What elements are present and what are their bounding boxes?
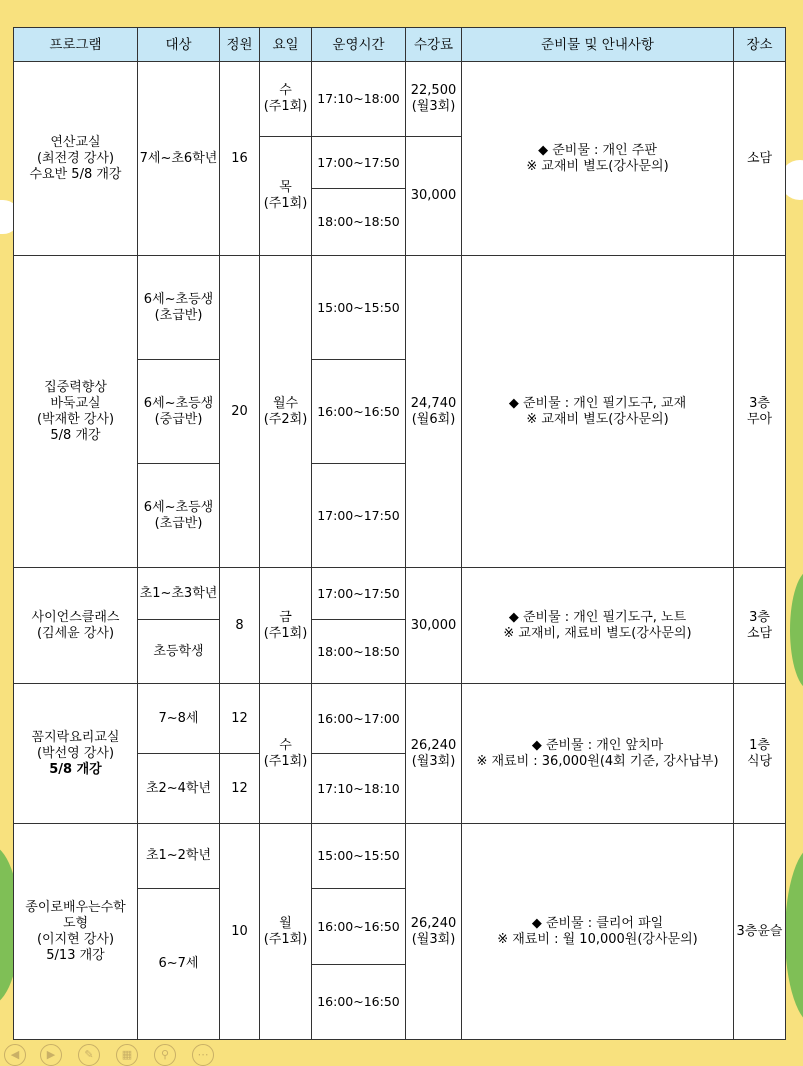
program-day: 수 (주1회) <box>260 684 312 824</box>
program-location: 3층 소담 <box>734 568 786 684</box>
program-time: 17:00~17:50 <box>312 137 406 189</box>
program-time: 17:00~17:50 <box>312 464 406 568</box>
program-time: 17:00~17:50 <box>312 568 406 620</box>
zoom-icon[interactable]: ⚲ <box>154 1044 176 1066</box>
program-location: 소담 <box>734 62 786 256</box>
slides-icon[interactable]: ▦ <box>116 1044 138 1066</box>
program-fee: 26,240 (월3회) <box>406 684 462 824</box>
table-row <box>14 824 786 889</box>
program-time: 16:00~16:50 <box>312 889 406 965</box>
table-header-row <box>14 28 786 62</box>
header-notes: 준비물 및 안내사항 <box>462 28 734 62</box>
header-capacity: 정원 <box>220 28 260 62</box>
program-capacity: 16 <box>220 62 260 256</box>
program-time: 17:10~18:10 <box>312 754 406 824</box>
program-time: 15:00~15:50 <box>312 256 406 360</box>
program-time: 17:10~18:00 <box>312 62 406 137</box>
table-row <box>14 568 786 620</box>
program-name: 사이언스클래스 (김세윤 강사) <box>14 568 138 684</box>
table-row <box>14 62 786 137</box>
header-program: 프로그램 <box>14 28 138 62</box>
program-day: 수 (주1회) <box>260 62 312 137</box>
program-fee: 24,740 (월6회) <box>406 256 462 568</box>
program-time: 16:00~16:50 <box>312 965 406 1040</box>
program-capacity: 12 <box>220 684 260 754</box>
next-slide-icon[interactable]: ▶ <box>40 1044 62 1066</box>
program-capacity: 12 <box>220 754 260 824</box>
program-schedule-table <box>13 27 786 1040</box>
header-fee: 수강료 <box>406 28 462 62</box>
program-target: 6세~초등생 (초급반) <box>138 256 220 360</box>
program-capacity: 8 <box>220 568 260 684</box>
program-location: 1층 식당 <box>734 684 786 824</box>
previous-slide-icon[interactable]: ◀ <box>4 1044 26 1066</box>
program-notes: ◆ 준비물 : 클리어 파일 ※ 재료비 : 월 10,000원(강사문의) <box>462 824 734 1040</box>
header-time: 운영시간 <box>312 28 406 62</box>
program-capacity: 10 <box>220 824 260 1040</box>
program-target: 초2~4학년 <box>138 754 220 824</box>
program-day: 금 (주1회) <box>260 568 312 684</box>
program-name: 종이로배우는수학 도형 (이지현 강사) 5/13 개강 <box>14 824 138 1040</box>
program-time: 18:00~18:50 <box>312 620 406 684</box>
program-notes: ◆ 준비물 : 개인 필기도구, 노트 ※ 교재비, 재료비 별도(강사문의) <box>462 568 734 684</box>
program-target: 초1~초3학년 <box>138 568 220 620</box>
program-day: 목 (주1회) <box>260 137 312 256</box>
program-name: 꼼지락요리교실 (박선영 강사) 5/8 개강 <box>14 684 138 824</box>
program-time: 18:00~18:50 <box>312 189 406 256</box>
pen-icon[interactable]: ✎ <box>78 1044 100 1066</box>
program-location: 3층 무아 <box>734 256 786 568</box>
program-fee: 30,000 <box>406 568 462 684</box>
program-location: 3층윤슬 <box>734 824 786 1040</box>
program-target: 7~8세 <box>138 684 220 754</box>
program-target: 초1~2학년 <box>138 824 220 889</box>
program-fee: 30,000 <box>406 137 462 256</box>
program-target: 7세~초6학년 <box>138 62 220 256</box>
background-hill <box>785 845 803 1025</box>
header-target: 대상 <box>138 28 220 62</box>
background-hill <box>790 570 803 690</box>
program-name: 연산교실 (최전경 강사) 수요반 5/8 개강 <box>14 62 138 256</box>
program-capacity: 20 <box>220 256 260 568</box>
program-fee: 22,500 (월3회) <box>406 62 462 137</box>
program-fee: 26,240 (월3회) <box>406 824 462 1040</box>
program-notes: ◆ 준비물 : 개인 필기도구, 교재 ※ 교재비 별도(강사문의) <box>462 256 734 568</box>
program-target: 6세~초등생 (중급반) <box>138 360 220 464</box>
header-location: 장소 <box>734 28 786 62</box>
program-target: 초등학생 <box>138 620 220 684</box>
program-notes: ◆ 준비물 : 개인 주판 ※ 교재비 별도(강사문의) <box>462 62 734 256</box>
program-time: 15:00~15:50 <box>312 824 406 889</box>
program-time: 16:00~16:50 <box>312 360 406 464</box>
program-target: 6~7세 <box>138 889 220 1040</box>
table-row <box>14 256 786 360</box>
program-notes: ◆ 준비물 : 개인 앞치마 ※ 재료비 : 36,000원(4회 기준, 강사납부) <box>462 684 734 824</box>
program-name: 집중력향상 바둑교실 (박재한 강사) 5/8 개강 <box>14 256 138 568</box>
program-day: 월수 (주2회) <box>260 256 312 568</box>
more-options-icon[interactable]: ⋯ <box>192 1044 214 1066</box>
program-time: 16:00~17:00 <box>312 684 406 754</box>
table-row <box>14 684 786 754</box>
program-target: 6세~초등생 (초급반) <box>138 464 220 568</box>
program-day: 월 (주1회) <box>260 824 312 1040</box>
header-day: 요일 <box>260 28 312 62</box>
